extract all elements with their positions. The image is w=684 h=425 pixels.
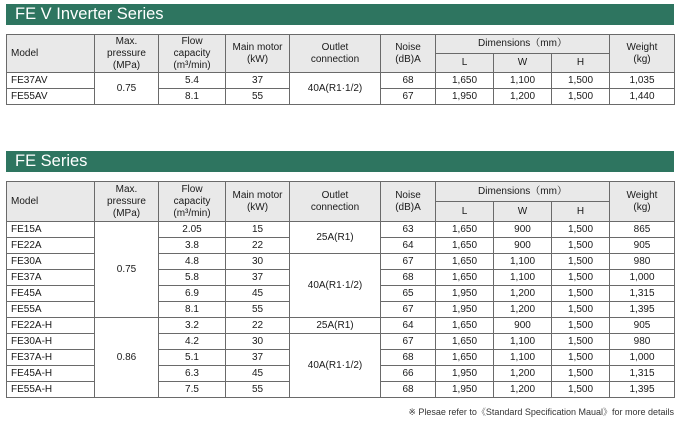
model-cell: FE37A	[7, 270, 95, 286]
dim-w-cell: 1,200	[494, 89, 552, 105]
flow-cell: 5.1	[159, 350, 226, 366]
motor-cell: 37	[226, 73, 290, 89]
dim-w-cell: 1,100	[494, 254, 552, 270]
weight-header: Weight (kg)	[610, 182, 675, 222]
dim-w-cell: 1,200	[494, 382, 552, 398]
dim-l-header: L	[436, 54, 494, 73]
flow-header: Flow capacity (m³/min)	[159, 35, 226, 73]
model-cell: FE55A-H	[7, 382, 95, 398]
dim-l-cell: 1,650	[436, 238, 494, 254]
noise-cell: 68	[381, 73, 436, 89]
dim-w-cell: 1,100	[494, 270, 552, 286]
dim-w-cell: 1,100	[494, 73, 552, 89]
dim-l-cell: 1,650	[436, 254, 494, 270]
motor-cell: 37	[226, 270, 290, 286]
noise-cell: 64	[381, 318, 436, 334]
motor-cell: 55	[226, 302, 290, 318]
model-cell: FE30A	[7, 254, 95, 270]
noise-header: Noise (dB)A	[381, 35, 436, 73]
weight-cell: 1,000	[610, 350, 675, 366]
motor-cell: 55	[226, 382, 290, 398]
dim-h-cell: 1,500	[552, 286, 610, 302]
model-cell: FE30A-H	[7, 334, 95, 350]
model-cell: FE15A	[7, 222, 95, 238]
dim-h-header: H	[552, 202, 610, 222]
table-row	[7, 73, 675, 89]
flow-cell: 3.2	[159, 318, 226, 334]
dim-h-cell: 1,500	[552, 222, 610, 238]
pressure-cell: 0.75	[95, 73, 159, 105]
dim-w-cell: 1,200	[494, 286, 552, 302]
dim-h-cell: 1,500	[552, 366, 610, 382]
dim-w-cell: 1,200	[494, 366, 552, 382]
noise-cell: 66	[381, 366, 436, 382]
pressure-cell: 0.75	[95, 222, 159, 318]
motor-cell: 55	[226, 89, 290, 105]
table-row	[7, 222, 675, 238]
dim-l-cell: 1,950	[436, 366, 494, 382]
dim-l-cell: 1,650	[436, 270, 494, 286]
dim-w-cell: 1,100	[494, 334, 552, 350]
dim-h-cell: 1,500	[552, 89, 610, 105]
dim-w-header: W	[494, 202, 552, 222]
dim-h-cell: 1,500	[552, 238, 610, 254]
dim-l-header: L	[436, 202, 494, 222]
noise-cell: 68	[381, 382, 436, 398]
dim-h-cell: 1,500	[552, 318, 610, 334]
flow-cell: 8.1	[159, 302, 226, 318]
fe-v-inverter-spec-table	[6, 34, 675, 105]
flow-cell: 3.8	[159, 238, 226, 254]
dim-h-cell: 1,500	[552, 350, 610, 366]
weight-header: Weight (kg)	[610, 35, 675, 73]
dim-h-cell: 1,500	[552, 270, 610, 286]
model-cell: FE37A-H	[7, 350, 95, 366]
dim-l-cell: 1,950	[436, 89, 494, 105]
model-cell: FE45A-H	[7, 366, 95, 382]
noise-cell: 67	[381, 254, 436, 270]
noise-header: Noise (dB)A	[381, 182, 436, 222]
dim-h-cell: 1,500	[552, 334, 610, 350]
pressure-header: Max. pressure (MPa)	[95, 182, 159, 222]
weight-cell: 1,035	[610, 73, 675, 89]
dim-l-cell: 1,650	[436, 73, 494, 89]
table-row	[7, 318, 675, 334]
fe-series-spec-table	[6, 181, 675, 398]
dim-w-cell: 900	[494, 222, 552, 238]
weight-cell: 1,395	[610, 302, 675, 318]
weight-cell: 1,395	[610, 382, 675, 398]
motor-cell: 30	[226, 254, 290, 270]
motor-cell: 37	[226, 350, 290, 366]
outlet-cell: 40A(R1·1/2)	[290, 254, 381, 318]
dim-l-cell: 1,650	[436, 334, 494, 350]
dim-l-cell: 1,650	[436, 350, 494, 366]
flow-cell: 5.4	[159, 73, 226, 89]
flow-cell: 4.2	[159, 334, 226, 350]
pressure-cell: 0.86	[95, 318, 159, 398]
flow-cell: 7.5	[159, 382, 226, 398]
outlet-header: Outlet connection	[290, 182, 381, 222]
outlet-cell: 40A(R1·1/2)	[290, 334, 381, 398]
dimensions-header: Dimensions（mm）	[436, 182, 610, 202]
flow-cell: 4.8	[159, 254, 226, 270]
motor-cell: 45	[226, 286, 290, 302]
specification-footnote: ※ Plesae refer to《Standard Specification Maual》for more details	[408, 407, 674, 417]
noise-cell: 65	[381, 286, 436, 302]
noise-cell: 68	[381, 350, 436, 366]
dim-h-cell: 1,500	[552, 73, 610, 89]
flow-header: Flow capacity (m³/min)	[159, 182, 226, 222]
dim-l-cell: 1,650	[436, 318, 494, 334]
flow-cell: 2.05	[159, 222, 226, 238]
motor-header: Main motor (kW)	[226, 35, 290, 73]
model-cell: FE55AV	[7, 89, 95, 105]
flow-cell: 5.8	[159, 270, 226, 286]
outlet-header: Outlet connection	[290, 35, 381, 73]
motor-header: Main motor (kW)	[226, 182, 290, 222]
dim-w-cell: 900	[494, 318, 552, 334]
dimensions-header: Dimensions（mm）	[436, 35, 610, 54]
motor-cell: 22	[226, 318, 290, 334]
weight-cell: 865	[610, 222, 675, 238]
model-cell: FE45A	[7, 286, 95, 302]
model-cell: FE22A	[7, 238, 95, 254]
noise-cell: 67	[381, 334, 436, 350]
model-cell: FE37AV	[7, 73, 95, 89]
dim-l-cell: 1,950	[436, 286, 494, 302]
dim-l-cell: 1,650	[436, 222, 494, 238]
outlet-cell: 40A(R1·1/2)	[290, 73, 381, 105]
motor-cell: 30	[226, 334, 290, 350]
motor-cell: 45	[226, 366, 290, 382]
dim-h-cell: 1,500	[552, 302, 610, 318]
flow-cell: 6.9	[159, 286, 226, 302]
outlet-cell: 25A(R1)	[290, 318, 381, 334]
model-header: Model	[7, 35, 95, 73]
dim-l-cell: 1,950	[436, 302, 494, 318]
noise-cell: 68	[381, 270, 436, 286]
model-header: Model	[7, 182, 95, 222]
dim-l-cell: 1,950	[436, 382, 494, 398]
dim-w-header: W	[494, 54, 552, 73]
fe-v-inverter-series-title: FE V Inverter Series	[6, 4, 674, 25]
weight-cell: 980	[610, 254, 675, 270]
dim-h-cell: 1,500	[552, 254, 610, 270]
dim-w-cell: 1,100	[494, 350, 552, 366]
noise-cell: 67	[381, 89, 436, 105]
dim-w-cell: 1,200	[494, 302, 552, 318]
model-cell: FE22A-H	[7, 318, 95, 334]
flow-cell: 8.1	[159, 89, 226, 105]
weight-cell: 1,315	[610, 286, 675, 302]
dim-w-cell: 900	[494, 238, 552, 254]
motor-cell: 15	[226, 222, 290, 238]
noise-cell: 63	[381, 222, 436, 238]
weight-cell: 1,315	[610, 366, 675, 382]
flow-cell: 6.3	[159, 366, 226, 382]
weight-cell: 1,000	[610, 270, 675, 286]
weight-cell: 1,440	[610, 89, 675, 105]
pressure-header: Max. pressure (MPa)	[95, 35, 159, 73]
model-cell: FE55A	[7, 302, 95, 318]
fe-series-title: FE Series	[6, 151, 674, 172]
noise-cell: 64	[381, 238, 436, 254]
dim-h-header: H	[552, 54, 610, 73]
noise-cell: 67	[381, 302, 436, 318]
motor-cell: 22	[226, 238, 290, 254]
weight-cell: 905	[610, 238, 675, 254]
weight-cell: 980	[610, 334, 675, 350]
outlet-cell: 25A(R1)	[290, 222, 381, 254]
dim-h-cell: 1,500	[552, 382, 610, 398]
weight-cell: 905	[610, 318, 675, 334]
